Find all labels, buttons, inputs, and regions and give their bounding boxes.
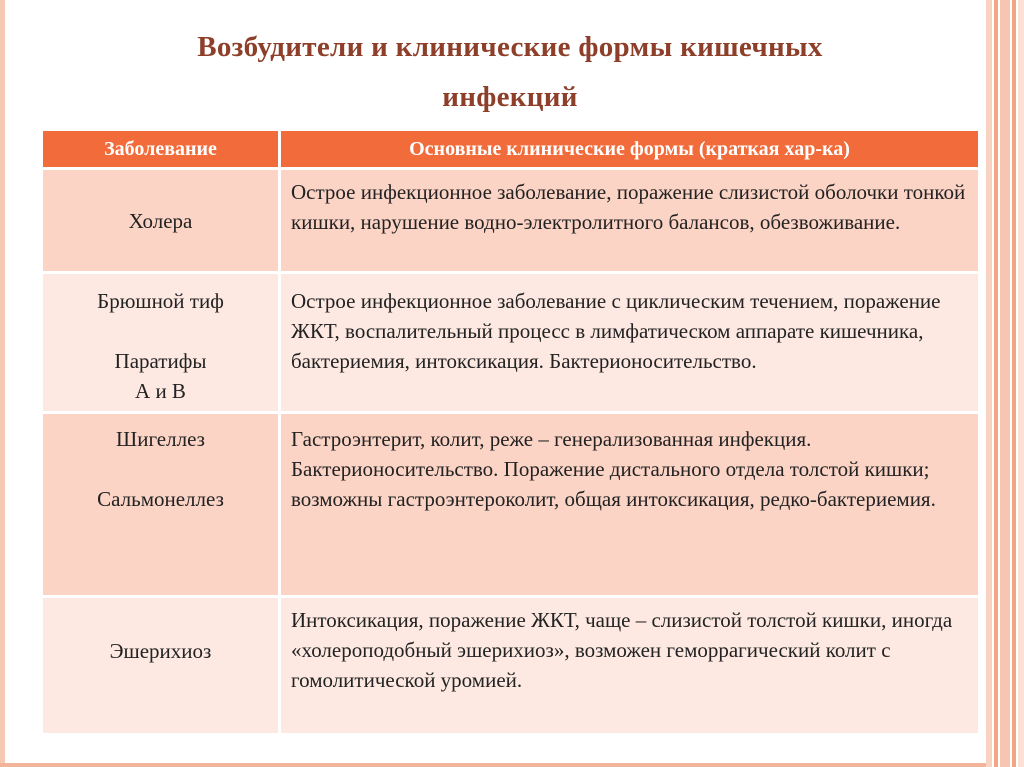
decorative-stripes — [986, 0, 1024, 767]
description-cell: Гастроэнтерит, колит, реже – генерализованная инфекция. Бактерионосительство. Поражение дистального отдела толстой кишки; возможны гастроэнтероколит, общая интоксикация, редко-бактериемия. — [280, 413, 980, 597]
disease-name: Брюшной тиф — [97, 289, 224, 313]
column-header-disease: Заболевание — [42, 130, 280, 169]
table-header-row — [42, 130, 980, 169]
description-cell: Острое инфекционное заболевание, поражение слизистой оболочки тонкой кишки, нарушение водно-электролитного балансов, обезвоживание. — [280, 169, 980, 273]
description-cell: Острое инфекционное заболевание с циклическим течением, поражение ЖКТ, воспалительный процесс в лимфатическом аппарате кишечника, бактериемия, интоксикация. Бактерионосительство. — [280, 273, 980, 413]
table-row — [42, 413, 980, 597]
disease-cell — [42, 597, 280, 735]
table-row — [42, 597, 980, 735]
disease-name: Эшерихиоз — [109, 639, 212, 663]
disease-name: Шигеллез — [116, 427, 205, 451]
slide-title — [40, 22, 980, 122]
disease-name: Холера — [128, 209, 193, 233]
table-row — [42, 169, 980, 273]
disease-cell — [42, 413, 280, 597]
slide-border-bottom — [0, 763, 986, 767]
slide-title-line-2: инфекций — [442, 81, 578, 113]
infections-table — [40, 128, 981, 736]
description-cell: Интоксикация, поражение ЖКТ, чаще – слизистой толстой кишки, иногда «холероподобный эшерихиоз», возможен геморрагический колит с гомолитической уромией. — [280, 597, 980, 735]
disease-cell — [42, 273, 280, 413]
column-header-clinical-forms: Основные клинические формы (краткая хар-ка) — [280, 130, 980, 169]
disease-name: Паратифы — [114, 349, 207, 373]
disease-name: А и В — [135, 379, 186, 403]
slide-border-left — [0, 0, 5, 767]
slide-title-line-1: Возбудители и клинические формы кишечных — [197, 31, 823, 63]
disease-name: Сальмонеллез — [97, 487, 224, 511]
disease-cell — [42, 169, 280, 273]
table-row — [42, 273, 980, 413]
